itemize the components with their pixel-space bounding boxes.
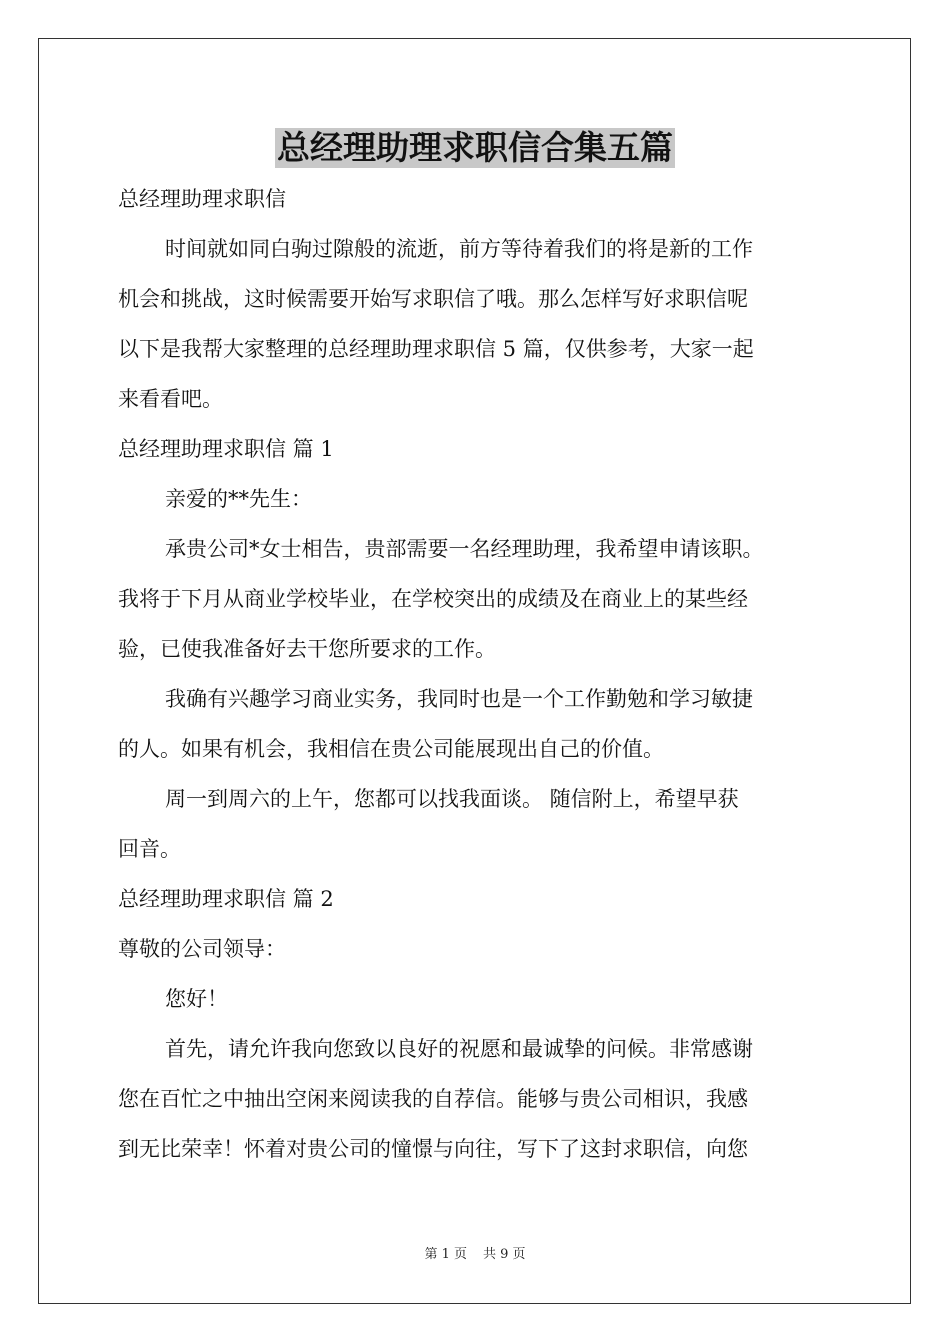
text-line: 首先，请允许我向您致以良好的祝愿和最诚挚的问候。非常感谢 (165, 1037, 753, 1061)
text-line: 周一到周六的上午，您都可以找我面谈。 随信附上，希望早获 (165, 787, 739, 811)
text-line: 我确有兴趣学习商业实务，我同时也是一个工作勤勉和学习敏捷 (165, 687, 753, 711)
title-container (0, 128, 950, 168)
text-line: 总经理助理求职信 (118, 187, 286, 211)
text-line: 回音。 (118, 837, 181, 861)
text-line: 承贵公司*女士相告，贵部需要一名经理助理，我希望申请该职。 (165, 537, 764, 561)
page-total: 共 9 页 (483, 1247, 526, 1262)
text-line: 来看看吧。 (118, 387, 223, 411)
text-line: 验，已使我准备好去干您所要求的工作。 (118, 637, 496, 661)
text-line: 以下是我帮大家整理的总经理助理求职信 5 篇，仅供参考，大家一起 (118, 337, 754, 361)
text-line: 亲爱的**先生： (165, 487, 312, 511)
document-body (118, 174, 834, 1174)
text-line: 我将于下月从商业学校毕业，在学校突出的成绩及在商业上的某些经 (118, 587, 748, 611)
text-line: 到无比荣幸！怀着对贵公司的憧憬与向往，写下了这封求职信，向您 (118, 1137, 748, 1161)
text-line: 您好！ (165, 987, 228, 1011)
text-line: 总经理助理求职信 篇 1 (118, 437, 334, 461)
document-title: 总经理助理求职信合集五篇 (277, 128, 673, 167)
text-line: 尊敬的公司领导： (118, 937, 286, 961)
page-footer (0, 1246, 950, 1264)
text-line: 时间就如同白驹过隙般的流逝，前方等待着我们的将是新的工作 (165, 237, 753, 261)
text-line: 的人。如果有机会，我相信在贵公司能展现出自己的价值。 (118, 737, 664, 761)
text-line: 您在百忙之中抽出空闲来阅读我的自荐信。能够与贵公司相识，我感 (118, 1087, 748, 1111)
text-line: 机会和挑战，这时候需要开始写求职信了哦。那么怎样写好求职信呢 (118, 287, 748, 311)
page-number: 第 1 页 (424, 1247, 467, 1262)
text-line: 总经理助理求职信 篇 2 (118, 887, 334, 911)
